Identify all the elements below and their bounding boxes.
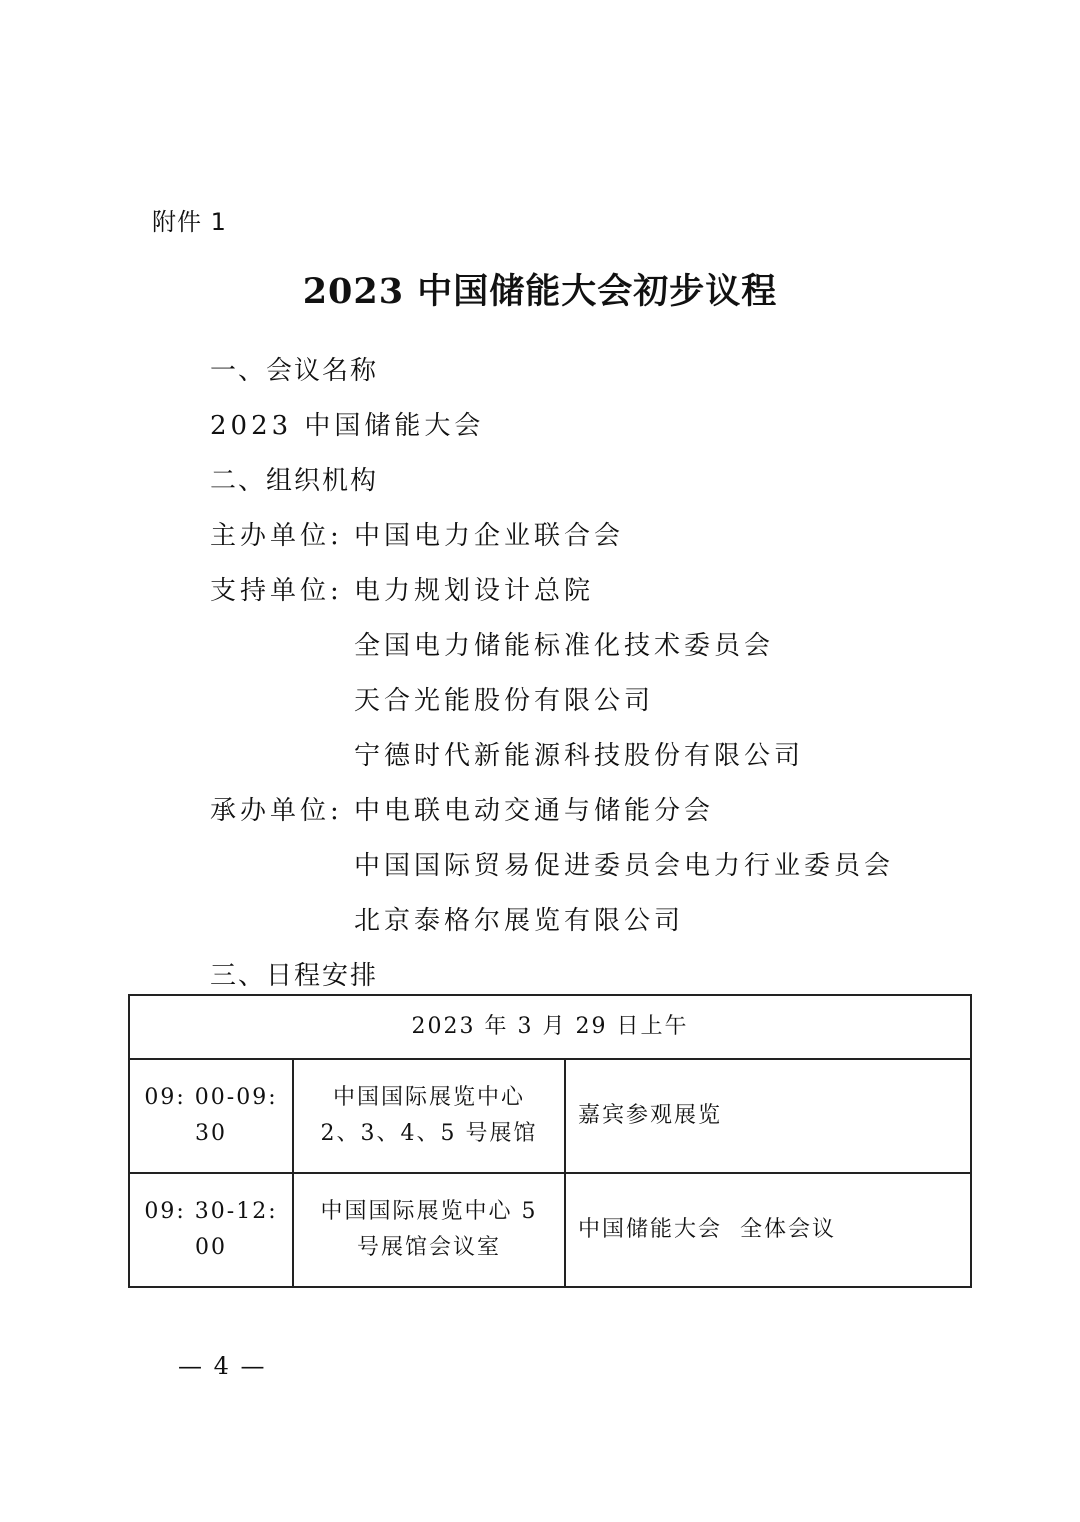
schedule-event: 嘉宾参观展览 (565, 1059, 971, 1173)
support-value: 宁德时代新能源科技股份有限公司 (354, 741, 805, 771)
support-label: 支持单位: (210, 576, 343, 606)
host-label: 主办单位: (210, 521, 343, 551)
schedule-place (293, 1059, 565, 1173)
section3-heading: 三、日程安排 (210, 961, 379, 991)
table-row (129, 1173, 971, 1287)
host-value: 中国电力企业联合会 (354, 521, 625, 551)
schedule-date-header: 2023 年 3 月 29 日上午 (129, 995, 971, 1059)
schedule-time: 09: 00-09: 30 (129, 1059, 293, 1173)
support-value: 全国电力储能标准化技术委员会 (354, 631, 775, 661)
table-row (129, 1059, 971, 1173)
schedule-date-row (129, 995, 971, 1059)
schedule-place-line: 中国国际展览中心 (332, 1085, 525, 1110)
attachment-label: 附件 1 (152, 208, 227, 236)
section2-heading: 二、组织机构 (210, 466, 379, 496)
schedule-time: 09: 30-12: 00 (129, 1173, 293, 1287)
schedule-event: 中国储能大会 全体会议 (565, 1173, 971, 1287)
schedule-place-line: 号展馆会议室 (356, 1235, 501, 1260)
support-value: 电力规划设计总院 (354, 576, 595, 606)
section1-content: 2023 中国储能大会 (210, 411, 485, 441)
organizer-value: 北京泰格尔展览有限公司 (354, 906, 685, 936)
schedule-place-line: 中国国际展览中心 5 (320, 1199, 538, 1224)
schedule-place (293, 1173, 565, 1287)
organizer-value: 中电联电动交通与储能分会 (354, 796, 715, 826)
section1-heading: 一、会议名称 (210, 356, 379, 386)
schedule-place-line: 2、3、4、5 号展馆 (320, 1121, 538, 1146)
organizer-label: 承办单位: (210, 796, 343, 826)
organizer-value: 中国国际贸易促进委员会电力行业委员会 (354, 851, 895, 881)
page-number: — 4 — (178, 1352, 267, 1380)
schedule-table (128, 994, 972, 1288)
support-value: 天合光能股份有限公司 (354, 686, 655, 716)
document-title: 2023 中国储能大会初步议程 (302, 271, 778, 312)
